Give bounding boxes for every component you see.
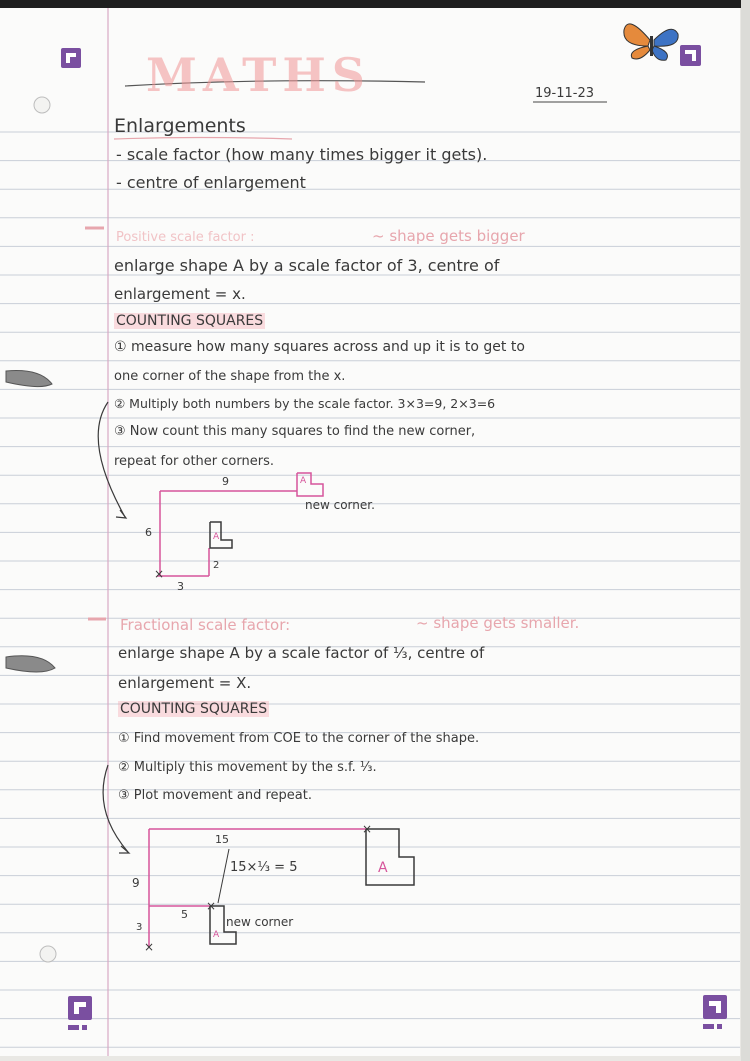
- method-label: COUNTING SQUARES: [120, 701, 268, 717]
- shape-label-large: A: [378, 860, 388, 876]
- step-2: ② Multiply both numbers by the scale factor. 3×3=9, 2×3=6: [114, 396, 496, 411]
- logo-icon: [61, 48, 81, 68]
- new-corner-note: new corner: [226, 915, 294, 929]
- centre-x-mark: ×: [144, 940, 155, 954]
- centre-x-mark: ×: [154, 567, 165, 581]
- label-across-small: 5: [181, 908, 188, 921]
- step-3-line-1: ③ Now count this many squares to find the new corner,: [114, 424, 476, 439]
- step-1-line-2: one corner of the shape from the x.: [114, 369, 346, 384]
- step-3: ③ Plot movement and repeat.: [118, 788, 312, 803]
- punch-hole: [34, 97, 50, 113]
- shape-label-small: A: [213, 532, 220, 542]
- page-title: MATHS: [146, 48, 372, 102]
- label-across-big: 15: [215, 833, 229, 846]
- step-1-line-1: ① measure how many squares across and up it is to get to: [114, 339, 525, 355]
- shape-label-small: A: [213, 930, 220, 940]
- shape-label-large: A: [300, 476, 307, 486]
- label-up-small: 3: [136, 922, 143, 933]
- task-line-1: enlarge shape A by a scale factor of 3, centre of: [114, 256, 500, 275]
- top-edge: [0, 0, 750, 8]
- corner-x-mark: ×: [362, 822, 373, 836]
- date: 19-11-23: [535, 86, 595, 101]
- task-line-2: enlargement = x.: [114, 285, 246, 303]
- corner-x-mark: ×: [206, 899, 217, 913]
- label-across-big: 9: [222, 475, 229, 488]
- task-line-2: enlargement = X.: [118, 674, 252, 692]
- task-line-1: enlarge shape A by a scale factor of ⅓, centre of: [118, 644, 485, 662]
- step-3-line-2: repeat for other corners.: [114, 454, 274, 469]
- calculation: 15×⅓ = 5: [230, 860, 298, 875]
- method-label: COUNTING SQUARES: [116, 313, 264, 329]
- label-up-big: 9: [132, 876, 140, 890]
- topic-heading: Enlargements: [114, 115, 246, 137]
- label-across-small: 3: [177, 580, 184, 593]
- section-heading-positive: Positive scale factor :: [116, 230, 255, 245]
- punch-hole: [40, 946, 56, 962]
- right-edge: [741, 0, 750, 1061]
- definition-1: - scale factor (how many times bigger it gets).: [116, 145, 488, 164]
- section-note-positive: ~ shape gets bigger: [372, 227, 525, 245]
- new-corner-note: new corner.: [305, 498, 375, 512]
- step-1: ① Find movement from COE to the corner of the shape.: [118, 731, 480, 746]
- logo-icon: [680, 45, 701, 66]
- step-2: ② Multiply this movement by the s.f. ⅓.: [118, 760, 377, 775]
- definition-2: - centre of enlargement: [116, 173, 306, 192]
- section-heading-fractional: Fractional scale factor:: [120, 616, 291, 634]
- label-up-small: 2: [213, 560, 220, 571]
- section-note-fractional: ~ shape gets smaller.: [416, 614, 580, 632]
- label-up-big: 6: [145, 526, 152, 539]
